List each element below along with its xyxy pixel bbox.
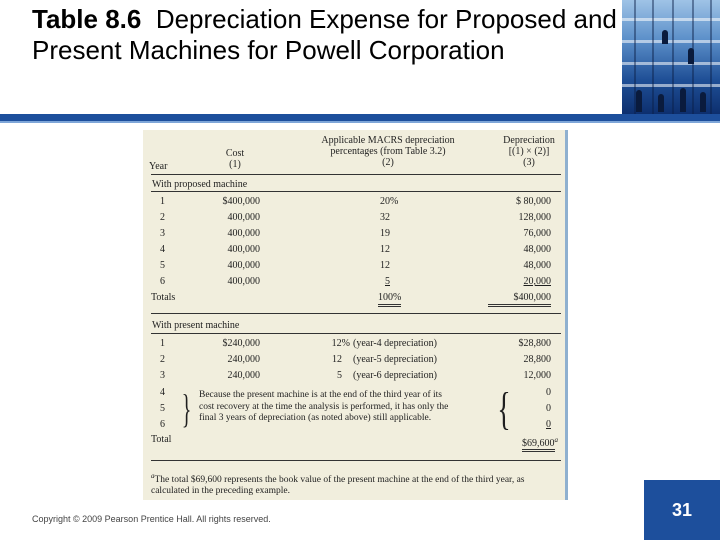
proposed-section-rule <box>151 191 561 192</box>
table-footnote: $^a$The total $69,600 represents the book value of the present machine at the end of the third year, as calculated in the preceding example. <box>151 472 525 497</box>
present-section-rule <box>151 333 561 334</box>
depreciation-table: Year Cost (1) Applicable MACRS depreciation percentages (from Table 3.2) (2) Depreciation [(1) × (2)] (3) With proposed machine 1 $400,000 20% $ 80,000 2 400,000 32 128,000 3 400,000 19 76,000 4 400,000 12 48,000 5 400,000 12 48,000 6 400,000 5 20,000 Totals 100% $400,000 With present machine 1 $240,000 12% (year-4 depreciation) $28,800 2 240,000 12 (year-5 depreciation) 28,800 3 240,000 5 (year-6 depreciation) 12,000 4 5 6 } Because the present machine is at the end of the third year of its cost recovery at the time the analysis is performed, it has only the final 3 years of depreciation (as noted above) still applicable. { 0 0 0 Total $69,600$^a$ $^a$The total $69,600 represents the book value of the present machine at the end of the third year, as calculated in the preceding example. <box>143 130 568 500</box>
present-year-6: 6 <box>160 419 165 430</box>
title-divider-accent <box>0 121 720 123</box>
title-divider <box>0 114 720 121</box>
present-dep-4: 0 <box>546 387 551 398</box>
page-number: 31 <box>644 480 720 540</box>
right-brace: { <box>497 383 511 434</box>
header-macrs: Applicable MACRS depreciation percentages (from Table 3.2) (2) <box>321 135 455 168</box>
section-divider <box>151 313 561 314</box>
footnote-rule <box>151 460 561 461</box>
table-title-text: Depreciation Expense for Proposed and Present Machines for Powell Corporation <box>32 4 617 65</box>
header-rule <box>151 174 561 175</box>
office-building-photo <box>622 0 720 114</box>
header-depreciation: Depreciation [(1) × (2)] (3) <box>503 135 555 168</box>
proposed-section-label: With proposed machine <box>152 179 248 190</box>
slide-title <box>32 4 622 66</box>
present-note: Because the present machine is at the end of the third year of its cost recovery at the time the analysis is performed, it has only the final 3 years of depreciation (as noted above) still applicable. <box>199 390 449 423</box>
present-dep-5: 0 <box>546 403 551 414</box>
header-year: Year <box>149 161 168 172</box>
left-brace: } <box>181 386 192 431</box>
present-dep-6: 0 <box>546 419 551 430</box>
table-number: Table 8.6 <box>32 4 142 34</box>
present-section-label: With present machine <box>152 320 240 331</box>
copyright-notice: Copyright © 2009 Pearson Prentice Hall. All rights reserved. <box>32 514 271 524</box>
present-year-4: 4 <box>160 387 165 398</box>
header-cost: Cost (1) <box>225 148 245 170</box>
present-year-5: 5 <box>160 403 165 414</box>
